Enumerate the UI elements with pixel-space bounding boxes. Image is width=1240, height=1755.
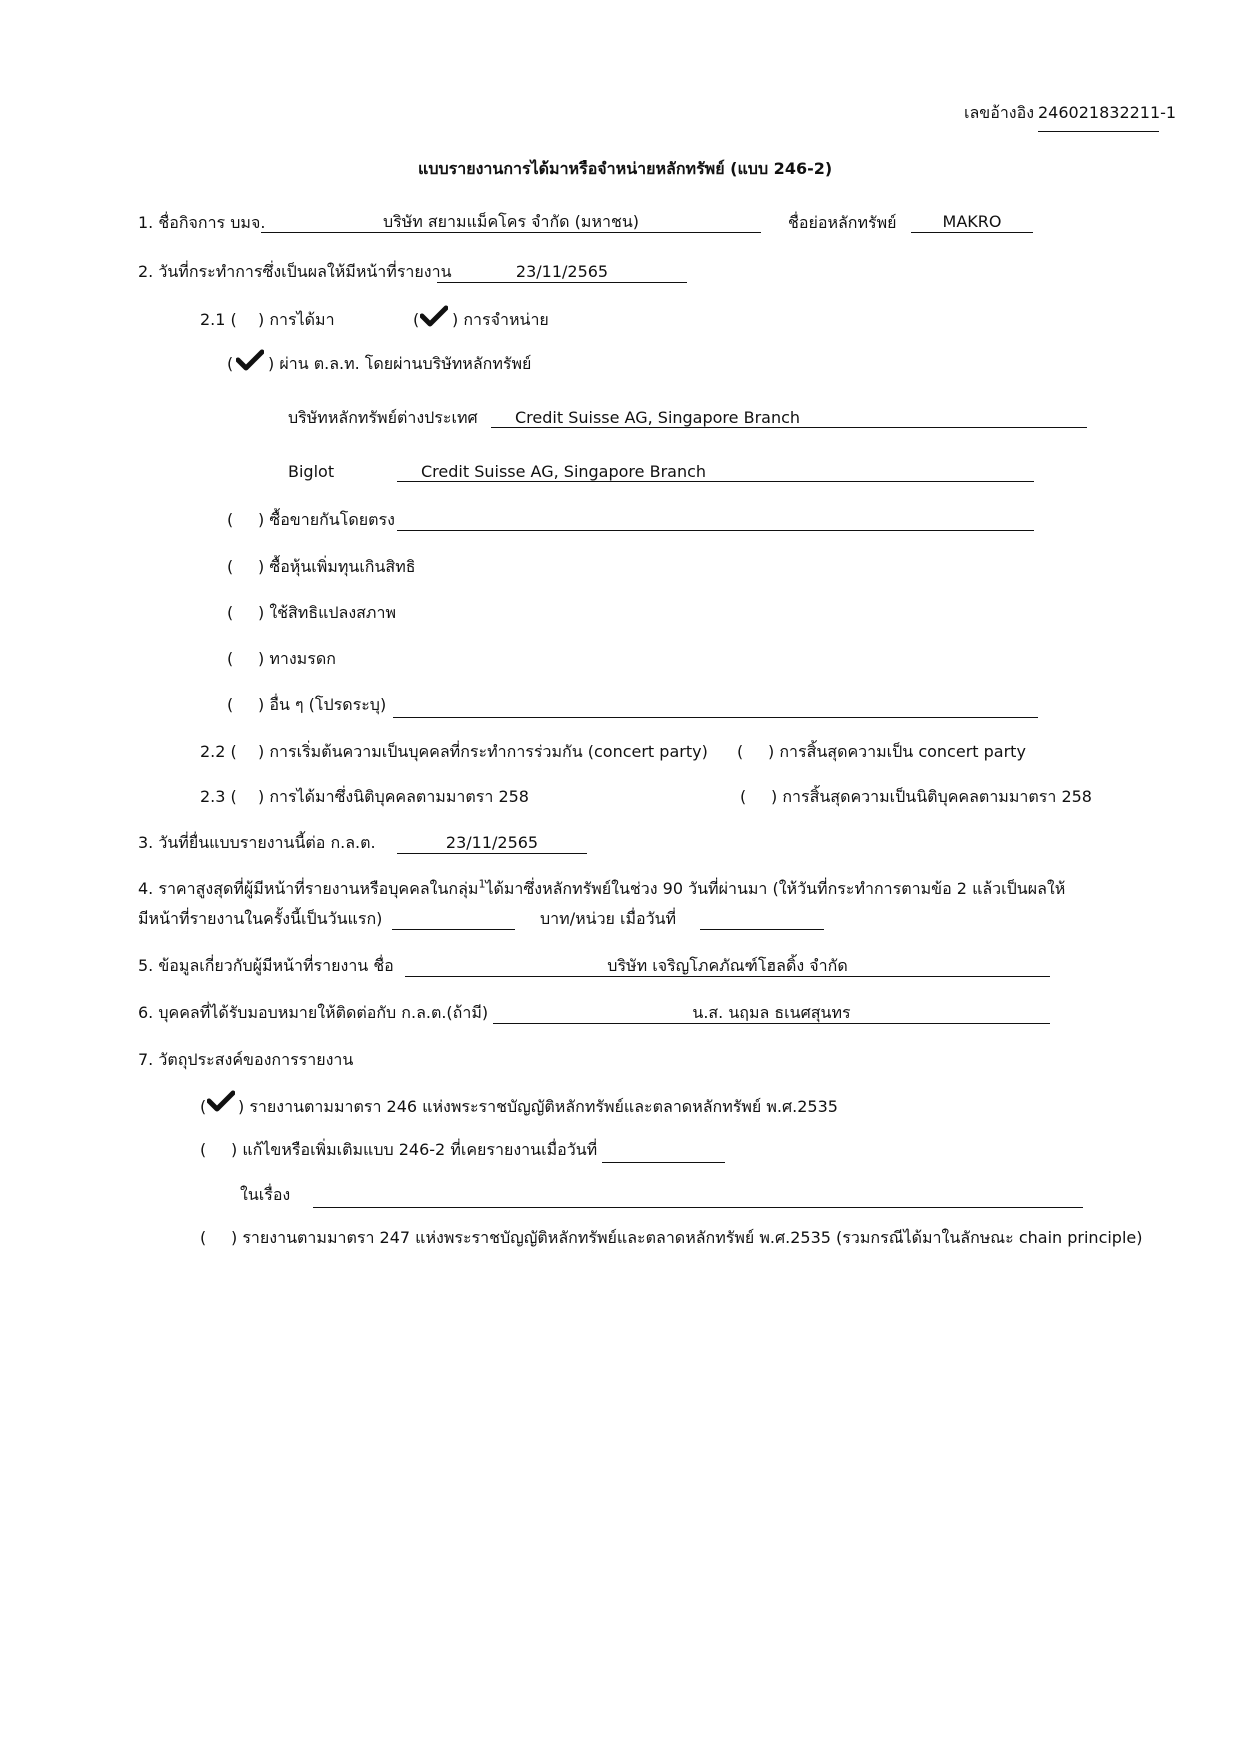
s4-line1: 4. ราคาสูงสุดที่ผู้มีหน้าที่รายงานหรือบุคคลในกลุ่ม$^1$ได้มาซึ่งหลักทรัพย์ในช่วง 90 วันที่ผ่านมา (ให้วันที่กระทำการตามข้อ 2 แล้วเป็นผลให้ xyxy=(138,877,1066,898)
concert-end-open: ( xyxy=(737,742,744,761)
acquire-option[interactable]: ) การได้มา xyxy=(258,310,335,329)
s22-num: 2.2 ( xyxy=(200,742,237,761)
inherit-open: ( xyxy=(227,649,234,668)
s7-opt1[interactable]: ) รายงานตามมาตรา 246 แห่งพระราชบัญญัติหลักทรัพย์และตลาดหลักทรัพย์ พ.ศ.2535 xyxy=(238,1097,838,1116)
subject-label: ในเรื่อง xyxy=(240,1185,291,1204)
reference-label: เลขอ้างอิง xyxy=(964,103,1035,122)
s7-opt3[interactable]: ) รายงานตามมาตรา 247 แห่งพระราชบัญญัติหลักทรัพย์และตลาดหลักทรัพย์ พ.ศ.2535 (รวมกรณีได้มาในลักษณะ chain principle) xyxy=(231,1228,1143,1247)
convert-option[interactable]: ) ใช้สิทธิแปลงสภาพ xyxy=(258,603,397,622)
s4-unit-label: บาท/หน่วย เมื่อวันที่ xyxy=(540,909,677,928)
via-set-check-icon[interactable] xyxy=(236,349,264,371)
s21-num: 2.1 ( xyxy=(200,310,237,329)
other-field[interactable] xyxy=(393,697,1038,718)
foreign-broker-label: บริษัทหลักทรัพย์ต่างประเทศ xyxy=(288,408,478,427)
s23-num: 2.3 ( xyxy=(200,787,237,806)
inherit-option[interactable]: ) ทางมรดก xyxy=(258,649,336,668)
other-option[interactable]: ) อื่น ๆ (โปรดระบุ) xyxy=(258,695,387,714)
s7-opt2-open: ( xyxy=(200,1140,207,1159)
s7-opt2[interactable]: ) แก้ไขหรือเพิ่มเติมแบบ 246-2 ที่เคยรายงานเมื่อวันที่ xyxy=(231,1140,598,1159)
symbol-field[interactable]: MAKRO xyxy=(911,212,1033,233)
s258-end-option[interactable]: ) การสิ้นสุดความเป็นนิติบุคคลตามมาตรา 258 xyxy=(771,787,1092,806)
s7-opt3-open: ( xyxy=(200,1228,207,1247)
s1-label: 1. ชื่อกิจการ บมจ. xyxy=(138,213,266,232)
foreign-broker-field[interactable]: Credit Suisse AG, Singapore Branch xyxy=(491,408,1087,428)
s7-label: 7. วัตถุประสงค์ของการรายงาน xyxy=(138,1050,354,1069)
max-price-date-field[interactable] xyxy=(700,909,824,930)
convert-open: ( xyxy=(227,603,234,622)
concert-end-option[interactable]: ) การสิ้นสุดความเป็น concert party xyxy=(768,742,1026,761)
reporter-name-field[interactable]: บริษัท เจริญโภคภัณฑ์โฮลดิ้ง จำกัด xyxy=(405,956,1050,977)
rights-open: ( xyxy=(227,557,234,576)
filing-date-field[interactable]: 23/11/2565 xyxy=(397,833,587,854)
company-name-field[interactable]: บริษัท สยามแม็คโคร จำกัด (มหาชน) xyxy=(261,212,761,233)
via-set-open: ( xyxy=(227,354,234,373)
s3-label: 3. วันที่ยื่นแบบรายงานนี้ต่อ ก.ล.ต. xyxy=(138,833,376,852)
contact-person-field[interactable]: น.ส. นฤมล ธเนศสุนทร xyxy=(493,1003,1050,1024)
s7-opt1-open: ( xyxy=(200,1097,207,1116)
form-title: แบบรายงานการได้มาหรือจำหน่ายหลักทรัพย์ (แบบ 246-2) xyxy=(418,159,833,178)
dispose-option[interactable]: ) การจำหน่าย xyxy=(452,310,549,329)
direct-field[interactable] xyxy=(397,510,1034,531)
s6-label: 6. บุคคลที่ได้รับมอบหมายให้ติดต่อกับ ก.ล.ต.(ถ้ามี) xyxy=(138,1003,489,1022)
s258-end-open: ( xyxy=(740,787,747,806)
rights-option[interactable]: ) ซื้อหุ้นเพิ่มทุนเกินสิทธิ xyxy=(258,557,416,576)
amend-date-field[interactable] xyxy=(602,1142,725,1163)
reference-number: 246021832211-1 xyxy=(1038,103,1159,132)
dispose-open: ( xyxy=(413,310,420,329)
s258-start-option[interactable]: ) การได้มาซึ่งนิติบุคคลตามมาตรา 258 xyxy=(258,787,529,806)
s7-opt1-check-icon[interactable] xyxy=(207,1090,235,1112)
direct-open: ( xyxy=(227,510,234,529)
direct-option[interactable]: ) ซื้อขายกันโดยตรง xyxy=(258,510,395,529)
symbol-label: ชื่อย่อหลักทรัพย์ xyxy=(788,213,897,232)
s5-label: 5. ข้อมูลเกี่ยวกับผู้มีหน้าที่รายงาน ชื่อ xyxy=(138,956,394,975)
dispose-check-icon[interactable] xyxy=(420,305,448,327)
max-price-field[interactable] xyxy=(392,909,515,930)
s4-line2: มีหน้าที่รายงานในครั้งนี้เป็นวันแรก) xyxy=(138,909,383,928)
via-set-option[interactable]: ) ผ่าน ต.ล.ท. โดยผ่านบริษัทหลักทรัพย์ xyxy=(268,354,532,373)
s2-label: 2. วันที่กระทำการซึ่งเป็นผลให้มีหน้าที่รายงาน xyxy=(138,262,452,281)
other-open: ( xyxy=(227,695,234,714)
concert-start-option[interactable]: ) การเริ่มต้นความเป็นบุคคลที่กระทำการร่วมกัน (concert party) xyxy=(258,742,708,761)
subject-field[interactable] xyxy=(313,1187,1083,1208)
biglot-field[interactable]: Credit Suisse AG, Singapore Branch xyxy=(397,462,1034,482)
biglot-label: Biglot xyxy=(288,462,335,481)
transaction-date-field[interactable]: 23/11/2565 xyxy=(437,262,687,283)
